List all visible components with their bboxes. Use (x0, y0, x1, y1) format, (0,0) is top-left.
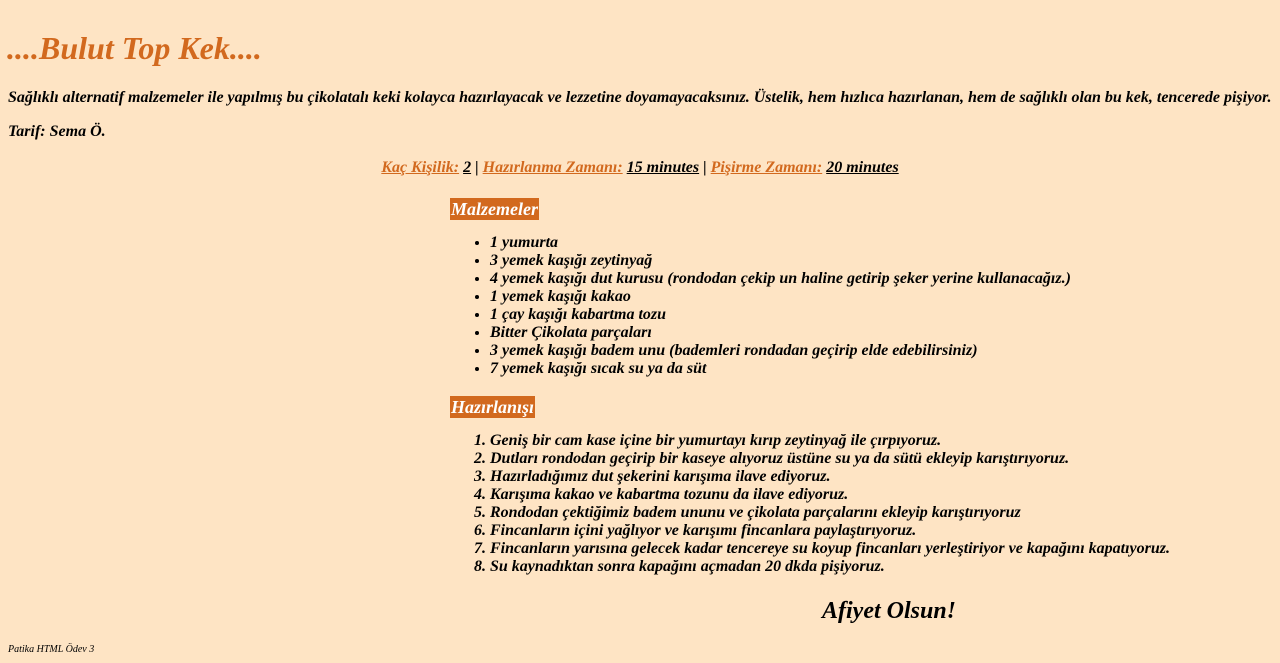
step-item: 5. Rondodan çektiğimiz badem ununu ve çikolata parçalarını ekleyip karıştırıyoruz (490, 504, 1270, 522)
ingredients-list (450, 234, 1270, 378)
ingredient-item: • 1 çay kaşığı kabartma tozu (490, 306, 1270, 324)
page-title: ....Bulut Top Kek.... (7, 30, 262, 66)
ingredient-item: • 1 yumurta (490, 234, 1270, 252)
step-item: 7. Fincanların yarısına gelecek kadar tencereye su koyup fincanları yerleştiriyor ve kapağını kapatıyoruz. (490, 540, 1270, 558)
prep-time-value: 15 minutes (626, 159, 700, 176)
step-item: 1. Geniş bir cam kase içine bir yumurtayı kırıp zeytinyağ ile çırpıyoruz. (490, 432, 1270, 450)
meta-separator: | (703, 159, 707, 176)
step-item: 8. Su kaynadıktan sonra kapağını açmadan 20 dkda pişiyoruz. (490, 558, 1270, 576)
prep-time-label: Hazırlanma Zamanı: (482, 159, 623, 176)
ingredient-item: • 3 yemek kaşığı badem unu (bademleri rondadan geçirip elde edebilirsiniz) (490, 342, 1270, 360)
step-item: 3. Hazırladığımız dut şekerini karışıma ilave ediyoruz. (490, 468, 1270, 486)
page-footer: Patika HTML Ödev 3 (8, 644, 95, 655)
ingredients-section (450, 198, 1270, 378)
recipe-author: Tarif: Sema Ö. (8, 123, 106, 140)
servings-label: Kaç Kişilik: (381, 159, 460, 176)
cook-time-value: 20 minutes (826, 159, 899, 176)
intro-paragraph: Sağlıklı alternatif malzemeler ile yapılmış bu çikolatalı keki kolayca hazırlayacak ve lezzetine doyamayacaksınız. Üstelik, hem hızlıca hazırlanan, hem de sağlıklı olan bu kek, tencerede pişiyor. (8, 89, 1272, 106)
step-item: 4. Karışıma kakao ve kabartma tozunu da ilave ediyoruz. (490, 486, 1270, 504)
closing-message: Afiyet Olsun! (822, 598, 957, 624)
ingredient-item: • 1 yemek kaşığı kakao (490, 288, 1270, 306)
meta-separator: | (475, 159, 479, 176)
preparation-heading: Hazırlanışı (451, 397, 535, 417)
ingredients-heading: Malzemeler (451, 199, 538, 219)
servings-value: 2 (463, 159, 472, 176)
preparation-section (450, 396, 1270, 576)
step-item: 6. Fincanların içini yağlıyor ve karışımı fincanlara paylaştırıyoruz. (490, 522, 1270, 540)
recipe-meta (0, 158, 1280, 177)
ingredient-item: • 4 yemek kaşığı dut kurusu (rondodan çekip un haline getirip şeker yerine kullanacağız.) (490, 270, 1270, 288)
step-item: 2. Dutları rondodan geçirip bir kaseye alıyoruz üstüne su ya da sütü ekleyip karıştırıyoruz. (490, 450, 1270, 468)
ingredient-item: • Bitter Çikolata parçaları (490, 324, 1270, 342)
ingredient-item: • 3 yemek kaşığı zeytinyağ (490, 252, 1270, 270)
preparation-steps-list (450, 432, 1270, 576)
cook-time-label: Pişirme Zamanı: (710, 159, 823, 176)
ingredient-item: • 7 yemek kaşığı sıcak su ya da süt (490, 360, 1270, 378)
